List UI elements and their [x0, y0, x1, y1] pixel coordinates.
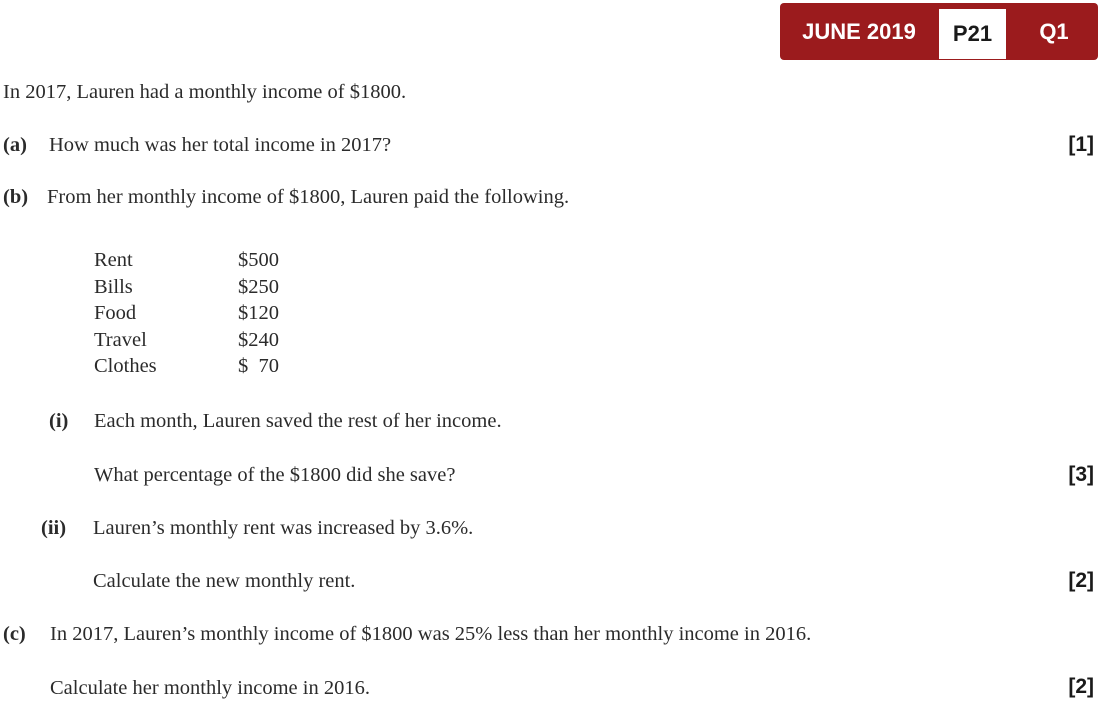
question-number: Q1 [1039, 18, 1069, 44]
part-b-i-question: What percentage of the $1800 did she save? [94, 464, 456, 486]
part-c-marks: [2] [1068, 675, 1094, 698]
part-b-i-text: Each month, Lauren saved the rest of her income. [94, 410, 502, 432]
expense-row [94, 274, 279, 301]
expense-amount: $120 [238, 302, 279, 324]
part-b-ii-text: Lauren’s monthly rent was increased by 3.6%. [93, 517, 474, 539]
part-b-ii-question: Calculate the new monthly rent. [93, 570, 356, 592]
paper-number: P21 [939, 9, 1006, 59]
part-b-label: (b) [3, 186, 29, 208]
question-header-badge [780, 3, 1098, 60]
expense-amount: $500 [238, 249, 279, 271]
part-c-text: In 2017, Lauren’s monthly income of $1800 was 25% less than her monthly income in 2016. [50, 623, 812, 645]
expense-item: Food [94, 302, 137, 324]
expense-item: Bills [94, 275, 133, 298]
expense-amount: $250 [238, 275, 279, 298]
part-c-label: (c) [3, 623, 26, 645]
part-a-label: (a) [3, 134, 27, 156]
part-b-ii-label: (ii) [41, 517, 67, 539]
expense-item: Travel [94, 328, 147, 351]
question-intro: In 2017, Lauren had a monthly income of $1800. [3, 81, 407, 103]
expense-table [94, 247, 279, 380]
part-c-question: Calculate her monthly income in 2016. [50, 677, 370, 699]
expense-row [94, 247, 279, 274]
expense-amount: $ 70 [238, 355, 279, 377]
part-b-i-marks: [3] [1068, 463, 1094, 486]
expense-row [94, 353, 279, 380]
part-b-text: From her monthly income of $1800, Lauren paid the following. [47, 186, 570, 208]
part-b-i-label: (i) [49, 410, 69, 432]
expense-item: Clothes [94, 355, 157, 377]
expense-amount: $240 [238, 328, 279, 351]
part-b-ii-marks: [2] [1068, 569, 1094, 592]
exam-session: JUNE 2019 [802, 18, 916, 44]
part-a-text: How much was her total income in 2017? [49, 134, 392, 156]
expense-row [94, 300, 279, 327]
expense-item: Rent [94, 249, 133, 271]
part-a-marks: [1] [1068, 133, 1094, 156]
expense-row [94, 327, 279, 354]
